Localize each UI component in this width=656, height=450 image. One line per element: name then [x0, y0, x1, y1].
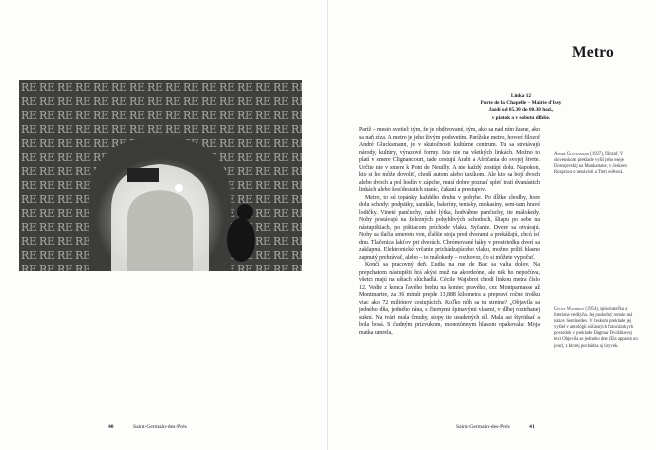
line-info-line: v piatok a v sobotu dlhšie. — [491, 114, 551, 121]
paragraph: Končí sa pracovný deň. Ľudia na rue de Bac sa valia dolov. Na prepchatom nástupišti hrá akýsi muž na akordeóne, ale nik ho nepočúva, všetci majú na ušiach slúchadlá. Cécile Wajsbrot chodí linkou metra číslo 12. Vedie z konca ľavého brehu na koniec pravého, cez Montparnasse až Montmartre, za 36 minút prejde 13,888 kilometra a prepraví ročne trošku viac ako 72 miliónov cestujúcich. Koľko nôh sa tu stretne? „Objavila sa jedného dňa, jedného rána, s čiernymi špinavými vlasmi, v dlhej roztrhanej sukni. Na tvári mala čmuhy, stopy tie usudených síl. Mala asi štyridsať a bola bosá. S čudným prízvukom, monotónnym hlasom opakovala: Moja matka umrela, — [359, 262, 540, 336]
left-running-title: Saint-Germain-des-Prés — [133, 424, 187, 430]
line-info-line: Porte de la Chapelle – Mairie d'Issy — [480, 100, 562, 107]
right-folio — [456, 424, 535, 430]
note-text: (1937), filozof. V slovenskom preklade vyšli jeho eseje Dostojevskij na Manhattane, v českom Rozprava o nenávisti a Tretí světová. — [554, 152, 627, 176]
side-note — [554, 307, 640, 350]
note-text: (1954), spisovateľka a literárna vedkyňa. Jej posledný román má názov Sentinelles. V českom preklade jej vyšiel v antológii súčasných francúzskych poviedok v preklade Dagmar Dvořákovej text Objevila se jednoho dne (Ela apparut un jour), z ktorej pochádza aj úryvok. — [554, 307, 638, 349]
chapter-title: Metro — [571, 44, 614, 61]
left-page-number: 40 — [108, 424, 114, 430]
note-name: Cécile Wajsbrot — [554, 307, 585, 312]
left-folio — [108, 424, 187, 430]
right-page-number: 41 — [529, 424, 535, 430]
body-text — [359, 127, 540, 337]
line-info — [446, 93, 596, 122]
paragraph: Paríž – mesto svetiel: tým, že je obdivované, tým, ako sa nad ním žasne, ako sa naň zíza. A metro je jeho živým podsvetím. Parížske metro, hovorí filozof André Glucksmann, je v skutočnosti kultúrne centrum. Tu sa stretávajú národy, kultúry, výrazové formy. Iste nie na všetkých linkách. Možno to platí v smere Clignancourt, tade cestujú Arabi a Afričania do svojej štvrte. Určite nie v smere k Pont de Neuilly. A nie každý zostúpi dolu. Napokon, kto si ho môže dovoliť, chodí autom alebo taxíkom. Ale kto sa bojí dvoch alebo dvoch a pol hodín v zápche, musí dobre poznať spleť tratí dvanástich linkách alebo šesťdesiatich staníc, čakaní a prestupov. — [359, 127, 540, 193]
line-info-line: Linka 12 — [510, 93, 532, 99]
right-running-title: Saint-Germain-des-Prés — [456, 424, 510, 430]
note-name: André Glucksmann — [554, 152, 590, 157]
metro-photo — [19, 80, 302, 271]
spine — [327, 0, 328, 450]
line-info-line: Jazdí od 05.30 do 00.30 hod., — [488, 107, 554, 114]
paragraph: Metro, to sú topánky každého druhu v pohybe. Po dĺžke chodby, hore dolu schody: podpätky, sandále, baleríny, tenisky, mokasíny, sem-tam hravé lodičky. Vineté pančuchy, nahé lýtka, hodvábne pančuchy, tie málokedy. Nohy postávajú na železných pohyblivých schodoch, šliapu po sebe na nástupištiach, po pištiacom príchode vlaku. Syčanie. Dvere sa otvárajú. Nohy sa tlačia smerom von, ďalšie stoja pred dverami a prekážajú, chcú ísť dnu. Tlačenica lakťov pri dverách. Chrómované háky v prostriedku dverí sa zaklapnú. Elektronické vrčanie prichádzajúceho vlaku, možno príliš hlasno zapnutý prehrávač, alebo – to málokedy – rozhovor, čo si môžete vypočuť. — [359, 194, 540, 261]
side-note — [554, 152, 640, 176]
